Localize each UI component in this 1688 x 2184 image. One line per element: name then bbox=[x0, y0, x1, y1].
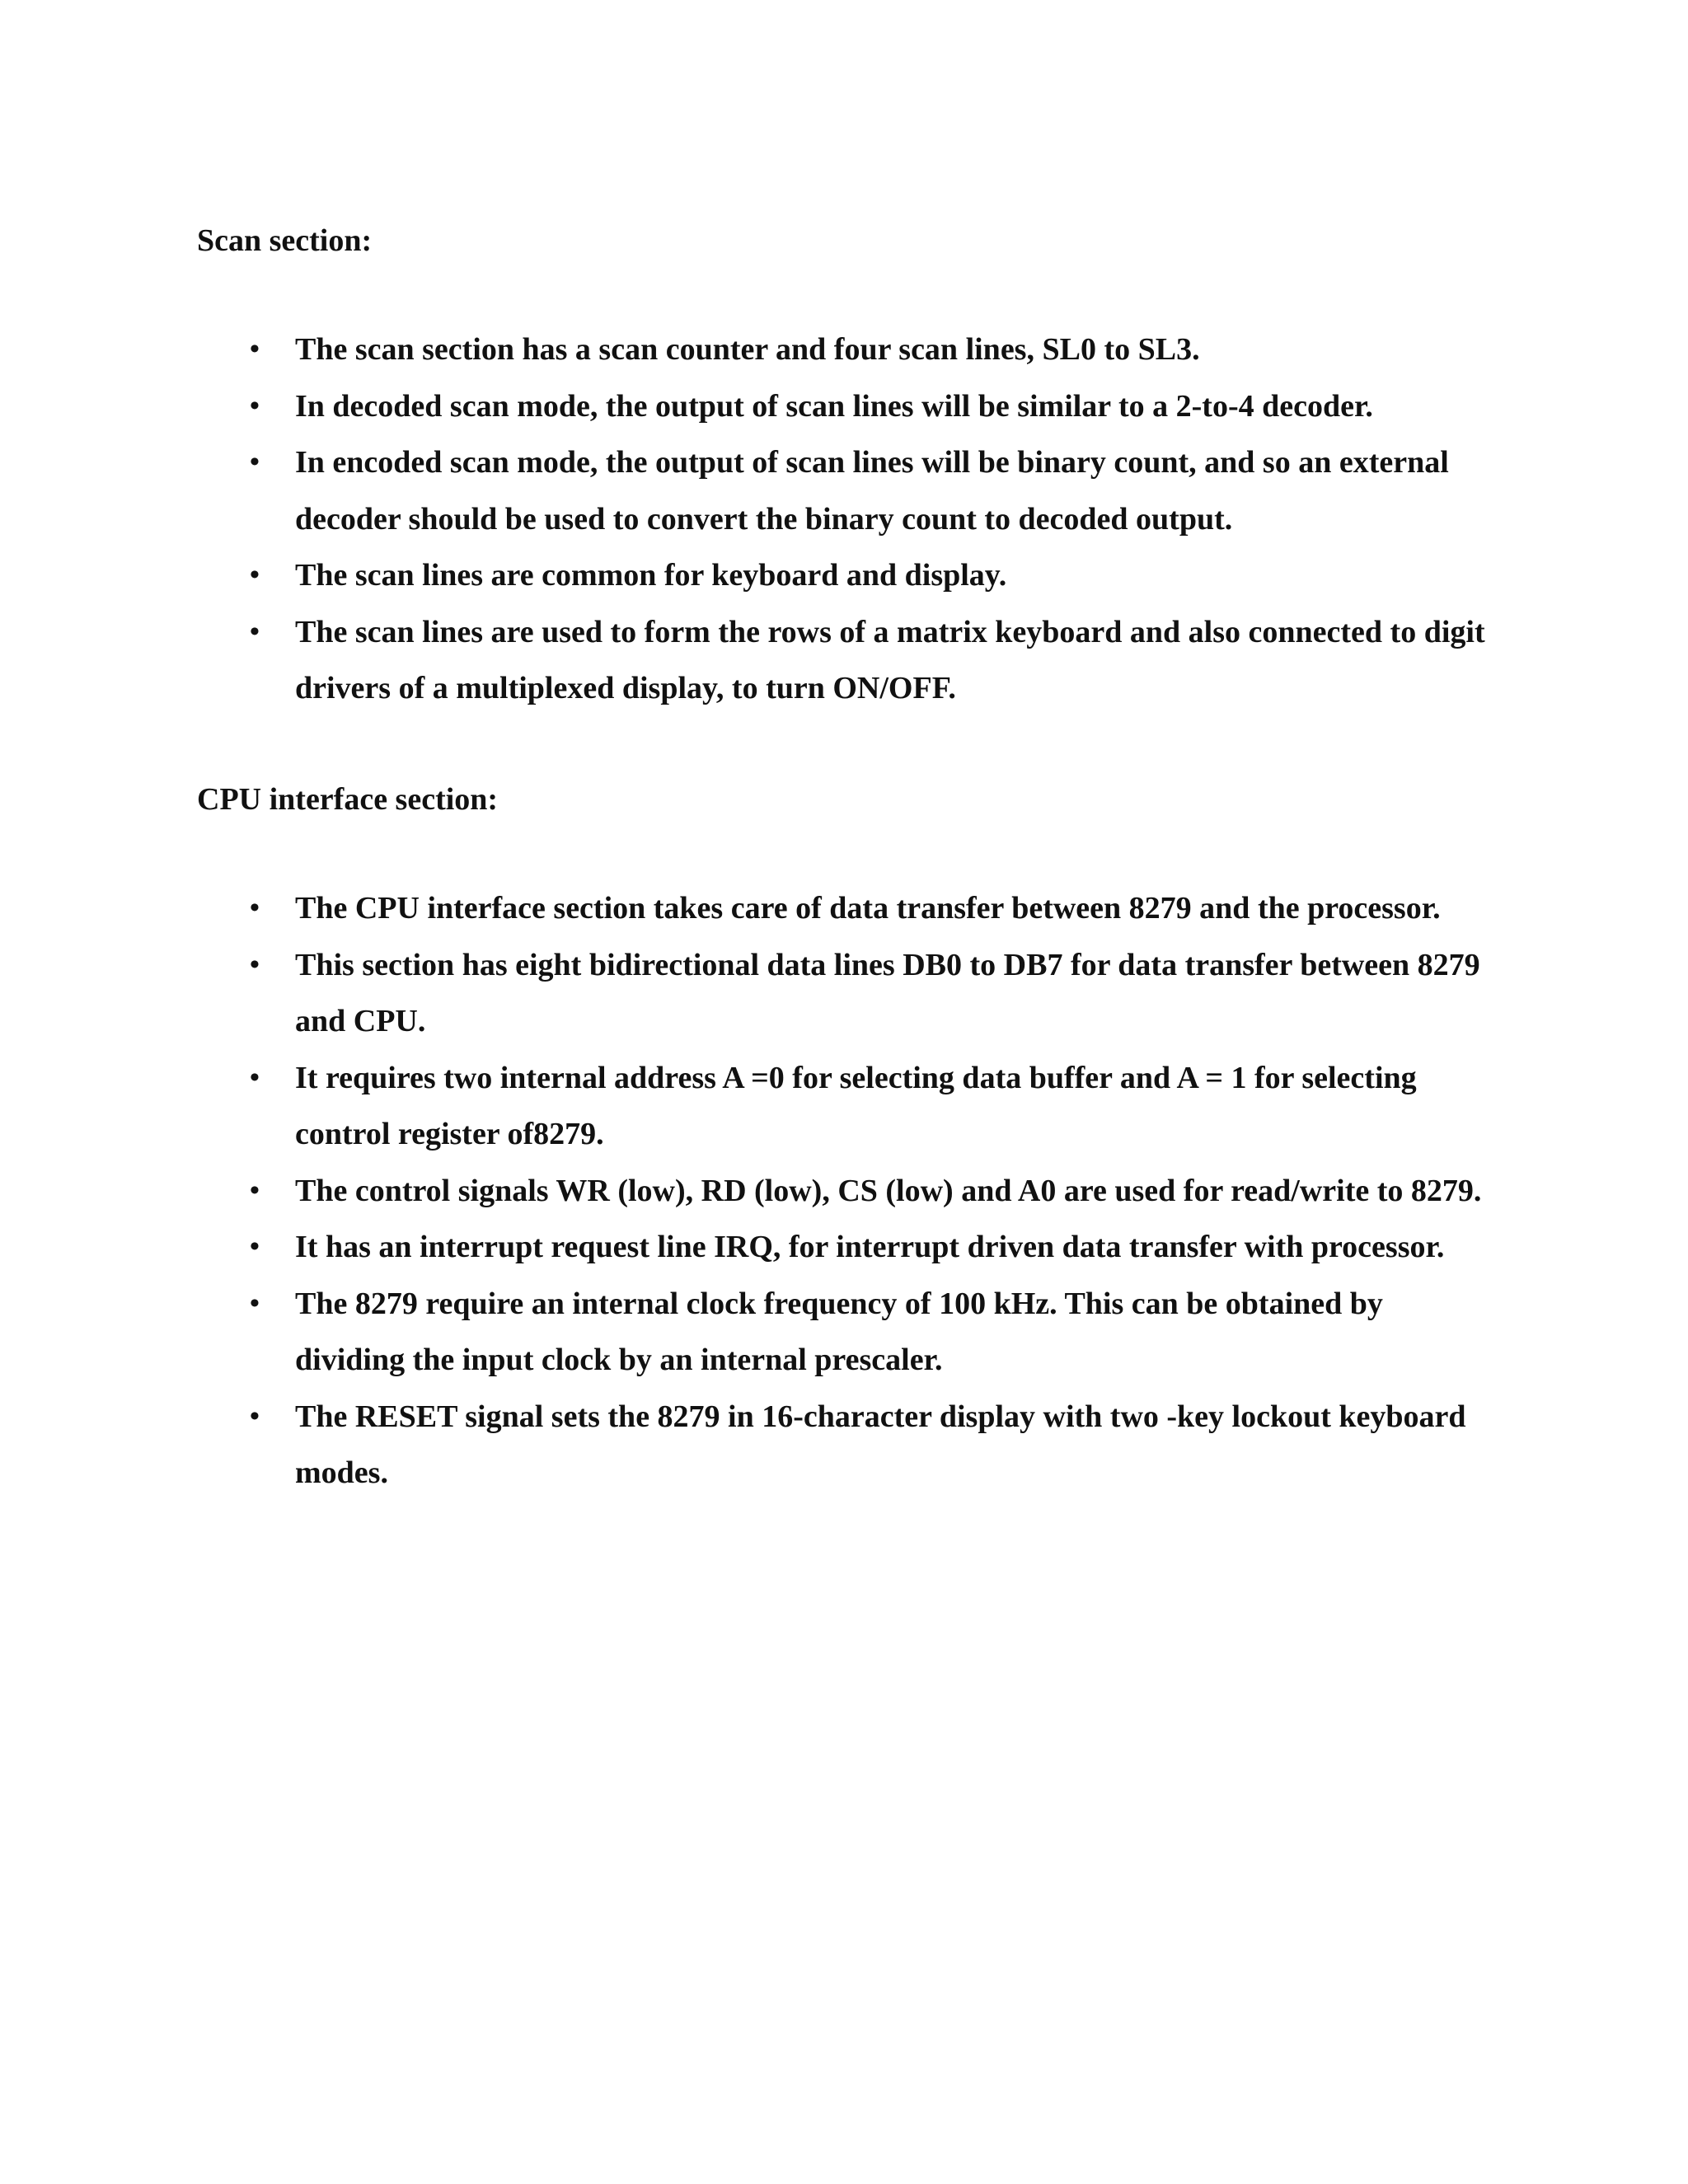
list-item bbox=[197, 937, 1499, 1050]
list-item bbox=[197, 1163, 1499, 1220]
bullet-icon: • bbox=[250, 949, 260, 980]
bullet-icon: • bbox=[250, 1231, 260, 1262]
bullet-text: The scan section has a scan counter and four scan lines, SL0 to SL3. bbox=[295, 332, 1200, 367]
list-item bbox=[197, 434, 1499, 547]
bullet-text: The scan lines are used to form the rows of a matrix keyboard and also connected to digit drivers of a multiplexed display, to turn ON/OFF. bbox=[295, 614, 1485, 705]
list-item bbox=[197, 547, 1499, 604]
bullet-icon: • bbox=[250, 893, 260, 923]
list-item bbox=[197, 1276, 1499, 1389]
bullet-icon: • bbox=[250, 334, 260, 364]
bullet-text: In decoded scan mode, the output of scan lines will be similar to a 2-to-4 decoder. bbox=[295, 388, 1373, 424]
bullet-text: It has an interrupt request line IRQ, for interrupt driven data transfer with processor. bbox=[295, 1230, 1445, 1264]
bullet-text: It requires two internal address A =0 for selecting data buffer and A = 1 for selecting control register of8279. bbox=[295, 1060, 1417, 1151]
bullet-text: The CPU interface section takes care of data transfer between 8279 and the processor. bbox=[295, 891, 1441, 926]
list-item bbox=[197, 1219, 1499, 1276]
bullet-text: The 8279 require an internal clock frequency of 100 kHz. This can be obtained by dividing the input clock by an internal prescaler. bbox=[295, 1286, 1383, 1377]
scan-section-bullet-list bbox=[197, 321, 1499, 717]
cpu-interface-section-bullet-list bbox=[197, 880, 1499, 1502]
bullet-icon: • bbox=[250, 1062, 260, 1093]
bullet-icon: • bbox=[250, 560, 260, 590]
cpu-interface-section-heading: CPU interface section: bbox=[197, 782, 499, 817]
list-item bbox=[197, 378, 1499, 435]
list-item bbox=[197, 604, 1499, 717]
list-item bbox=[197, 880, 1499, 937]
list-item bbox=[197, 321, 1499, 378]
bullet-text: The RESET signal sets the 8279 in 16-character display with two -key lockout keyboard modes. bbox=[295, 1399, 1466, 1490]
bullet-icon: • bbox=[250, 1400, 260, 1432]
bullet-icon: • bbox=[250, 1174, 260, 1206]
bullet-text: The scan lines are common for keyboard and display. bbox=[295, 558, 1007, 593]
scan-section-heading: Scan section: bbox=[197, 223, 373, 258]
list-item bbox=[197, 1389, 1499, 1502]
bullet-icon: • bbox=[250, 616, 260, 647]
bullet-text: This section has eight bidirectional data lines DB0 to DB7 for data transfer between 8279 and CPU. bbox=[295, 947, 1480, 1038]
bullet-icon: • bbox=[250, 1287, 260, 1319]
bullet-icon: • bbox=[250, 390, 260, 421]
bullet-text: In encoded scan mode, the output of scan lines will be binary count, and so an external decoder should be used to convert the binary count to decoded output. bbox=[295, 445, 1449, 537]
list-item bbox=[197, 1050, 1499, 1163]
bullet-text: The control signals WR (low), RD (low), CS (low) and A0 are used for read/write to 8279. bbox=[295, 1173, 1482, 1208]
bullet-icon: • bbox=[250, 447, 260, 477]
